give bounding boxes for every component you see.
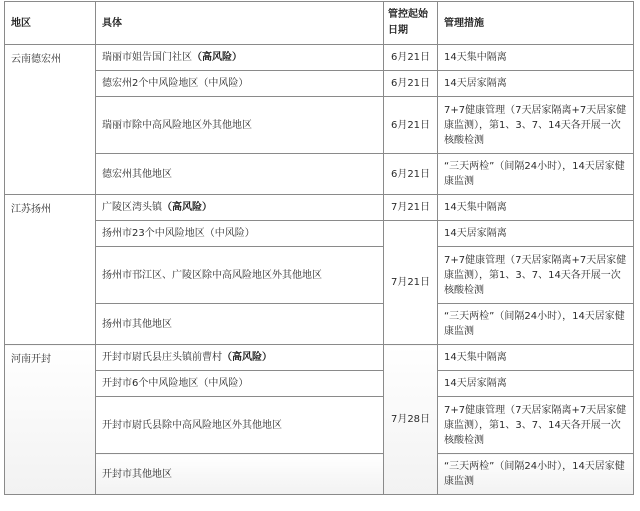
date-cell: 7月21日 <box>384 195 438 221</box>
table-row <box>5 45 634 71</box>
date-cell: 7月28日 <box>384 345 438 495</box>
detail-cell <box>96 195 384 221</box>
table-row <box>5 345 634 371</box>
region-cell: 江苏扬州 <box>5 195 96 345</box>
region-cell: 河南开封 <box>5 345 96 495</box>
detail-cell <box>96 45 384 71</box>
detail-text: 瑞丽市姐告国门社区 <box>102 52 192 63</box>
measure-cell: “三天两检”（间隔24小时），14天居家健康监测 <box>438 454 634 495</box>
table-row <box>5 397 634 454</box>
table-row <box>5 247 634 304</box>
detail-cell: 瑞丽市除中高风险地区外其他地区 <box>96 97 384 154</box>
table-row <box>5 371 634 397</box>
table-row <box>5 97 634 154</box>
table-row <box>5 195 634 221</box>
measure-cell: 7+7健康管理（7天居家隔离+7天居家健康监测），第1、3、7、14天各开展一次核酸检测 <box>438 247 634 304</box>
measure-cell: 7+7健康管理（7天居家隔离+7天居家健康监测），第1、3、7、14天各开展一次核酸检测 <box>438 397 634 454</box>
measure-cell: “三天两检”（间隔24小时），14天居家健康监测 <box>438 154 634 195</box>
risk-level-label: （高风险） <box>222 352 272 363</box>
table-row <box>5 71 634 97</box>
table-row <box>5 454 634 495</box>
detail-cell <box>96 345 384 371</box>
detail-cell: 开封市尉氏县除中高风险地区外其他地区 <box>96 397 384 454</box>
measure-cell: 14天居家隔离 <box>438 221 634 247</box>
detail-text: 开封市尉氏县庄头镇前曹村 <box>102 352 222 363</box>
date-cell: 6月21日 <box>384 154 438 195</box>
measure-cell: 14天集中隔离 <box>438 195 634 221</box>
region-cell: 云南德宏州 <box>5 45 96 195</box>
risk-level-label: （高风险） <box>162 202 212 213</box>
detail-cell: 德宏州其他地区 <box>96 154 384 195</box>
detail-cell: 扬州市邗江区、广陵区除中高风险地区外其他地区 <box>96 247 384 304</box>
detail-cell: 开封市6个中风险地区（中风险） <box>96 371 384 397</box>
measure-cell: 7+7健康管理（7天居家隔离+7天居家健康监测），第1、3、7、14天各开展一次核酸检测 <box>438 97 634 154</box>
header-measure: 管理措施 <box>438 2 634 45</box>
measure-cell: 14天集中隔离 <box>438 345 634 371</box>
detail-text: 广陵区湾头镇 <box>102 202 162 213</box>
date-cell: 6月21日 <box>384 97 438 154</box>
header-row <box>5 2 634 45</box>
control-measures-table-container <box>4 1 633 495</box>
date-cell: 6月21日 <box>384 45 438 71</box>
detail-cell: 扬州市23个中风险地区（中风险） <box>96 221 384 247</box>
header-date: 管控起始日期 <box>384 2 438 45</box>
header-detail: 具体 <box>96 2 384 45</box>
table-row <box>5 304 634 345</box>
table-row <box>5 221 634 247</box>
date-cell: 7月21日 <box>384 221 438 345</box>
table-row <box>5 154 634 195</box>
detail-cell: 扬州市其他地区 <box>96 304 384 345</box>
control-measures-table <box>4 1 634 495</box>
date-cell: 6月21日 <box>384 71 438 97</box>
measure-cell: 14天集中隔离 <box>438 45 634 71</box>
measure-cell: “三天两检”（间隔24小时），14天居家健康监测 <box>438 304 634 345</box>
header-region: 地区 <box>5 2 96 45</box>
risk-level-label: （高风险） <box>192 52 242 63</box>
measure-cell: 14天居家隔离 <box>438 371 634 397</box>
detail-cell: 德宏州2个中风险地区（中风险） <box>96 71 384 97</box>
detail-cell: 开封市其他地区 <box>96 454 384 495</box>
measure-cell: 14天居家隔离 <box>438 71 634 97</box>
